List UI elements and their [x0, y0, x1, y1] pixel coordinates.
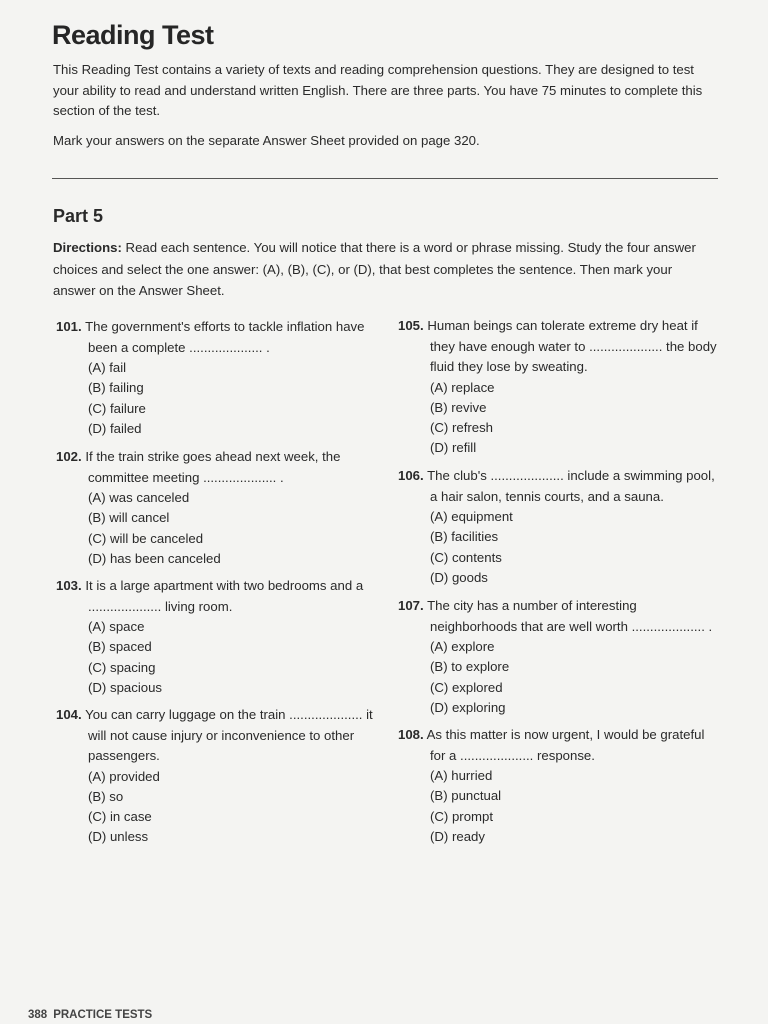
question-number: 108. [398, 727, 424, 742]
answer-option: (C) in case [88, 809, 152, 825]
answer-option: (D) has been canceled [88, 550, 221, 566]
answer-option: (A) was canceled [88, 490, 190, 505]
question [56, 317, 376, 439]
answer-option: (B) facilities [430, 529, 499, 545]
answer-option: (B) revive [430, 399, 487, 415]
answer-option: (B) failing [88, 380, 144, 396]
answer-option: (A) replace [430, 379, 495, 395]
question-text: The city has a number of interesting neighborhoods that are well worth .................... . [427, 598, 713, 634]
question [398, 466, 718, 588]
answer-option: (A) fail [88, 360, 127, 375]
answer-option: (C) will be canceled [88, 530, 204, 546]
answer-option: (D) goods [430, 569, 488, 585]
directions [53, 237, 718, 302]
answer-option: (D) spacious [88, 679, 163, 695]
question-text: You can carry luggage on the train .................... it will not cause injury or inconvenience to other passengers. [85, 707, 373, 763]
question-number: 101. [56, 319, 82, 334]
question-text: As this matter is now urgent, I would be grateful for a .................... response. [426, 727, 705, 763]
question-number: 107. [398, 598, 424, 613]
page-footer [28, 1009, 152, 1021]
question [398, 725, 718, 847]
page-title: Reading Test [52, 20, 214, 50]
answer-option: (D) ready [430, 828, 485, 844]
answer-option: (C) explored [430, 679, 503, 695]
answer-option: (B) will cancel [88, 510, 170, 526]
answer-option: (C) contents [430, 549, 502, 565]
answer-option: (D) unless [88, 829, 149, 845]
answer-option: (B) to explore [430, 659, 510, 675]
answer-option: (A) hurried [430, 768, 493, 783]
answer-option: (D) exploring [430, 699, 506, 715]
answer-option: (A) equipment [430, 509, 513, 524]
answer-option: (A) space [88, 619, 145, 634]
answer-option: (B) punctual [430, 788, 502, 804]
question [56, 576, 376, 698]
question-text: It is a large apartment with two bedrooms and a .................... living room. [85, 578, 364, 614]
answer-option: (C) failure [88, 400, 146, 416]
question-number: 106. [398, 468, 424, 483]
intro-paragraph: This Reading Test contains a variety of texts and reading comprehension questions. They are designed to test your ability to read and understand written English. There are three parts. You have 75 minutes to complete this section of the test. [53, 62, 703, 118]
question [398, 596, 718, 718]
section-divider [52, 178, 718, 179]
question-text: The government's efforts to tackle inflation have been a complete .................... . [85, 319, 365, 355]
question [56, 447, 376, 569]
part-heading: Part 5 [53, 206, 104, 226]
answer-option: (C) refresh [430, 420, 494, 436]
question-number: 102. [56, 449, 82, 464]
question-number: 104. [56, 707, 82, 722]
question-text: If the train strike goes ahead next week, the committee meeting .................... . [85, 449, 341, 485]
answer-option: (D) refill [430, 440, 477, 456]
answer-option: (B) so [88, 788, 124, 804]
answer-sheet-note: Mark your answers on the separate Answer Sheet provided on page 320. [53, 133, 480, 148]
question [56, 705, 376, 848]
directions-text: Read each sentence. You will notice that there is a word or phrase missing. Study the four answer choices and select the one answer: (A), (B), (C), or (D), that best completes the sentence. Then mark your answer on the Answer Sheet. [53, 240, 696, 298]
footer-label: PRACTICE TESTS [53, 1009, 153, 1021]
answer-option: (A) explore [430, 639, 495, 654]
directions-label: Directions: [53, 240, 122, 255]
answer-option: (C) prompt [430, 808, 494, 824]
question-number: 103. [56, 578, 82, 593]
question-number: 105. [398, 318, 424, 333]
page-number: 388 [28, 1009, 48, 1021]
question-text: Human beings can tolerate extreme dry heat if they have enough water to .................... the body fluid they lose by sweating. [427, 318, 717, 374]
question [398, 316, 718, 459]
answer-option: (A) provided [88, 768, 160, 784]
answer-option: (D) failed [88, 420, 142, 436]
answer-option: (B) spaced [88, 639, 152, 655]
answer-option: (C) spacing [88, 659, 156, 675]
question-text: The club's .................... include a swimming pool, a hair salon, tennis courts, and a sauna. [427, 468, 715, 504]
